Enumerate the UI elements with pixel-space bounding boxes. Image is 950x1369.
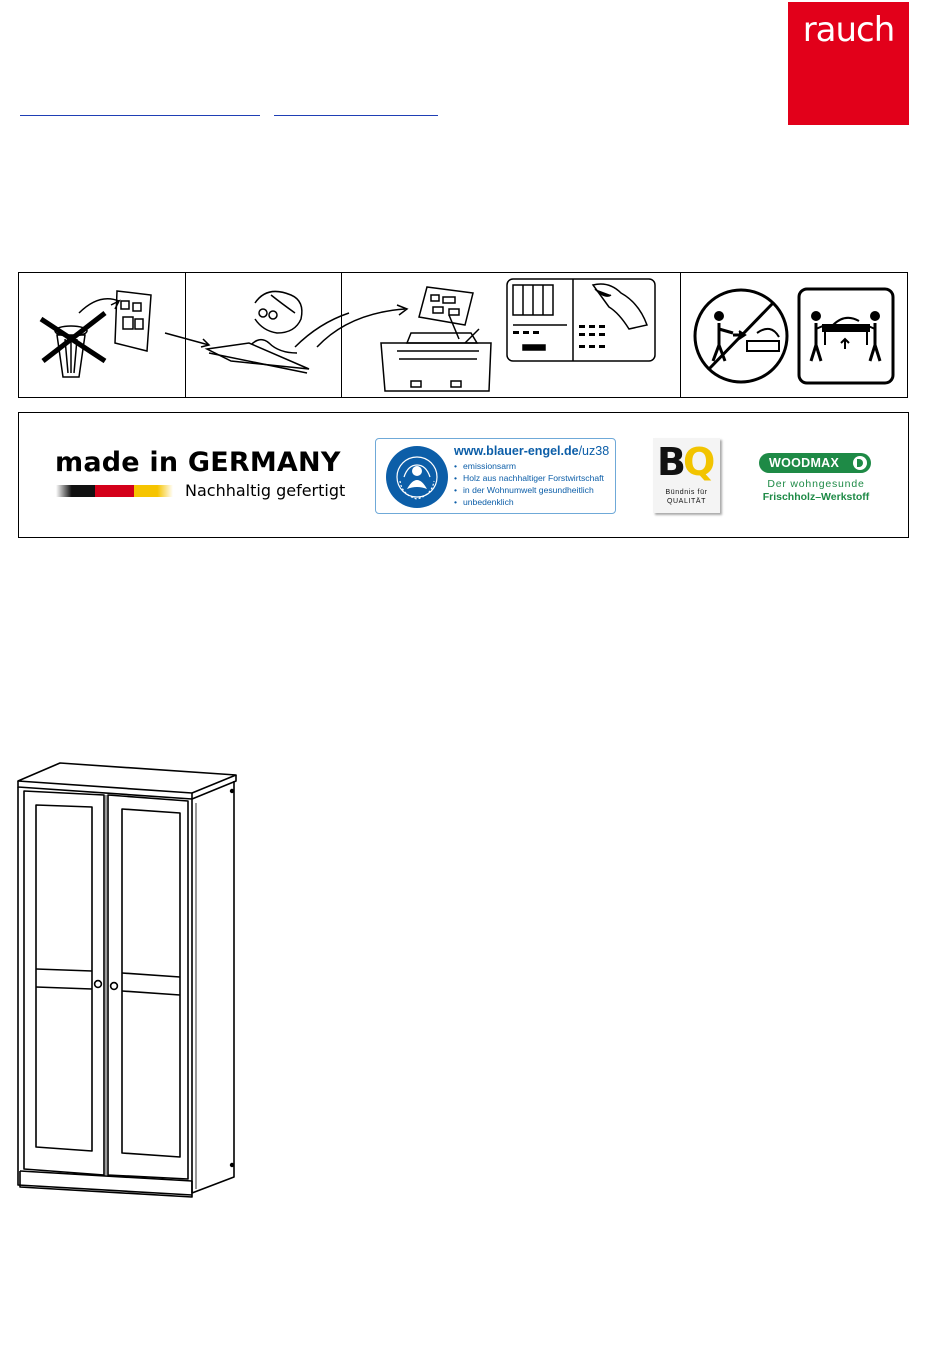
bq-caption-1: Bündnis für [665, 489, 708, 496]
wardrobe-two-door-icon [10, 755, 242, 1200]
flag-stripe-black [56, 485, 95, 497]
made-in-germany-title: made in GERMANY [55, 447, 341, 478]
logo-text: rauch [802, 10, 895, 50]
woodmax-tagline-1: Der wohngesunde [767, 478, 865, 490]
bullet-item: • emissionsarm [454, 460, 604, 472]
bullet-item: • Holz aus nachhaltiger Forstwirtschaft [454, 472, 604, 484]
woodmax-pill [759, 453, 871, 473]
instructions-illustrations [19, 273, 907, 397]
bq-letters [657, 440, 712, 484]
woodmax-name: WOODMAX [769, 456, 840, 470]
woodmax-logo [759, 453, 873, 513]
blauer-engel-label [375, 438, 616, 514]
url-domain: www.blauer-engel.de [454, 444, 579, 458]
link-underline-2[interactable] [274, 115, 438, 116]
bq-letter-b: B [657, 440, 683, 484]
blauer-engel-url[interactable] [454, 444, 609, 458]
blauer-engel-bullets [454, 460, 604, 508]
bq-quality-badge [653, 438, 720, 513]
instructions-panel [18, 272, 908, 398]
woodmax-d-icon [853, 456, 867, 470]
no-discard-instructions-icon [41, 291, 151, 377]
blauer-engel-seal-icon [382, 441, 452, 513]
url-path: /uz38 [578, 444, 610, 458]
rauch-logo [788, 2, 909, 125]
file-instructions-icon [317, 279, 655, 391]
link-underline-1[interactable] [20, 115, 260, 116]
german-flag-stripes [56, 485, 173, 497]
flag-stripe-gold [134, 485, 173, 497]
read-instructions-icon [165, 291, 349, 373]
bq-letter-q: Q [682, 440, 713, 484]
flag-stripe-red [95, 485, 134, 497]
bullet-item: • unbedenklich [454, 496, 604, 508]
certifications-panel [18, 412, 909, 538]
woodmax-tagline-2: Frischholz–Werkstoff [762, 491, 870, 503]
made-in-germany-subtitle: Nachhaltig gefertigt [185, 481, 346, 500]
bq-caption-2: QUALITÄT [666, 498, 707, 505]
two-person-carry-icon [695, 289, 893, 383]
bullet-item: • in der Wohnumwelt gesundheitlich [454, 484, 604, 496]
